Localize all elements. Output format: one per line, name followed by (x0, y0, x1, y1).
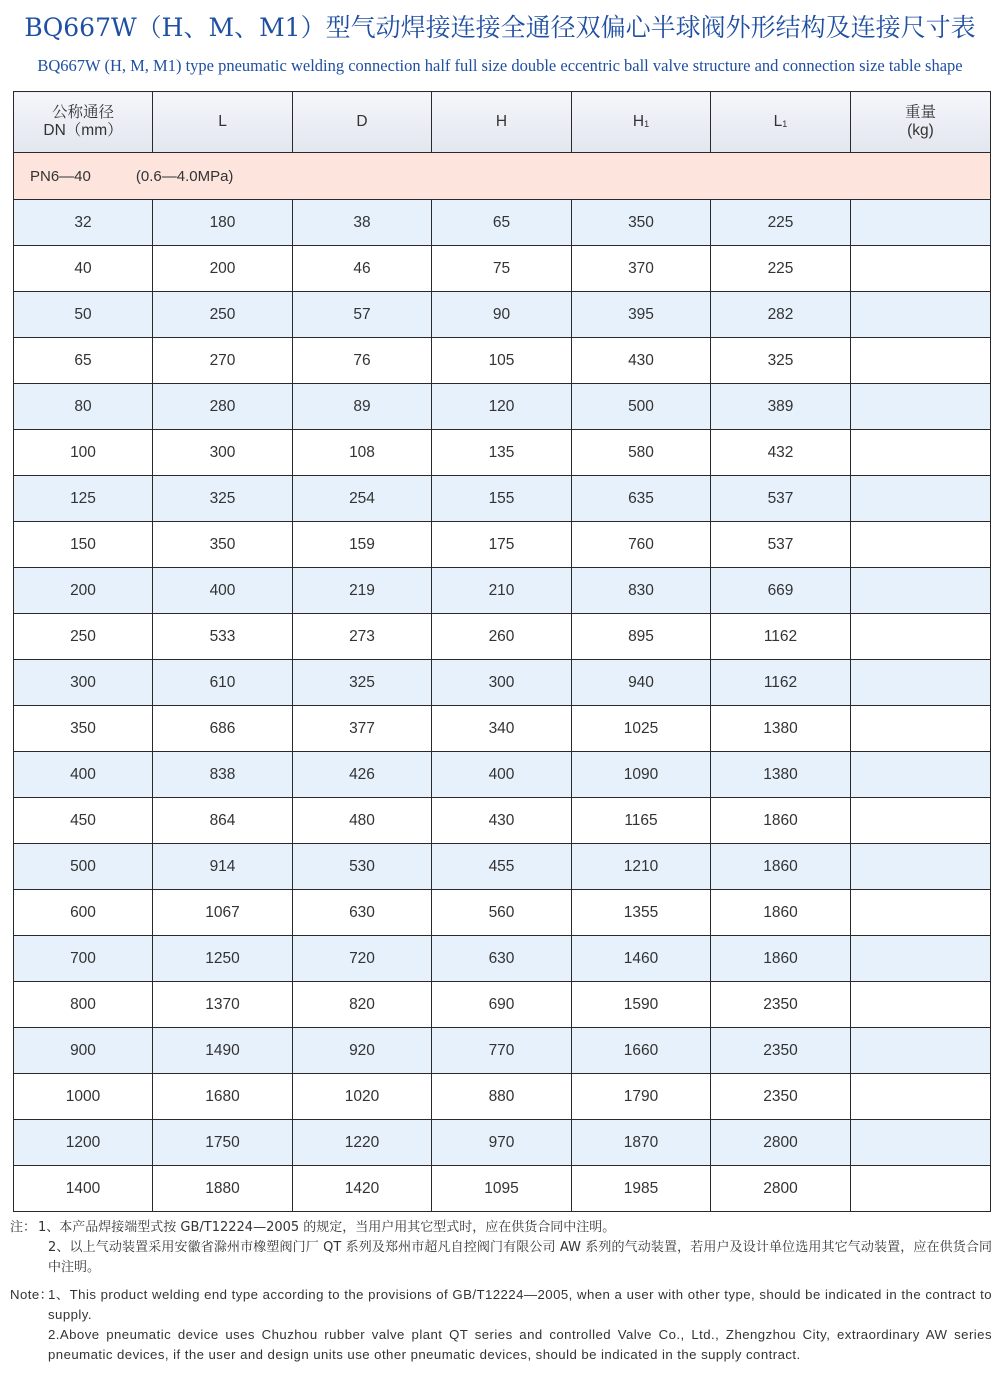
cell-weight (851, 614, 991, 660)
cell-l: 1250 (153, 936, 293, 982)
cell-l: 1067 (153, 890, 293, 936)
table-row (14, 200, 991, 246)
cell-h: 135 (432, 430, 572, 476)
cell-h1: 1590 (572, 982, 711, 1028)
cell-dn: 150 (14, 522, 153, 568)
cell-dn: 500 (14, 844, 153, 890)
cell-dn: 200 (14, 568, 153, 614)
header-l1-sub: 1 (782, 118, 788, 129)
cell-l: 270 (153, 338, 293, 384)
cell-l1: 2350 (711, 1028, 851, 1074)
header-dn-cn: 公称通径 (51, 104, 114, 121)
cell-h1: 350 (572, 200, 711, 246)
cell-weight (851, 660, 991, 706)
cell-l1: 2800 (711, 1120, 851, 1166)
cell-dn: 250 (14, 614, 153, 660)
cell-d: 1420 (293, 1166, 432, 1212)
cell-d: 254 (293, 476, 432, 522)
cell-h1: 500 (572, 384, 711, 430)
cell-h1: 635 (572, 476, 711, 522)
header-h: H (432, 92, 572, 153)
cell-d: 38 (293, 200, 432, 246)
cell-dn: 600 (14, 890, 153, 936)
cell-l1: 2800 (711, 1166, 851, 1212)
cell-h: 105 (432, 338, 572, 384)
cell-l1: 282 (711, 292, 851, 338)
cell-weight (851, 292, 991, 338)
table-row (14, 660, 991, 706)
cell-l1: 669 (711, 568, 851, 614)
cell-h: 210 (432, 568, 572, 614)
cell-l: 350 (153, 522, 293, 568)
table-row (14, 476, 991, 522)
cell-weight (851, 890, 991, 936)
header-weight (851, 92, 991, 153)
cell-dn: 32 (14, 200, 153, 246)
cell-l1: 537 (711, 476, 851, 522)
cell-dn: 800 (14, 982, 153, 1028)
cell-d: 108 (293, 430, 432, 476)
dimension-table (13, 91, 991, 1212)
cell-weight (851, 844, 991, 890)
cell-weight (851, 936, 991, 982)
cell-h1: 580 (572, 430, 711, 476)
cell-l: 300 (153, 430, 293, 476)
cell-dn: 125 (14, 476, 153, 522)
cell-dn: 1200 (14, 1120, 153, 1166)
cell-l: 838 (153, 752, 293, 798)
note-en-2: 2.Above pneumatic device uses Chuzhou rubber valve plant QT series and controlled Valve Co., Ltd., Zhengzhou City, extraordinary AW series pneumatic devices, if the user and design units use other pneumatic devices, should be indicated in the supply contract. (48, 1327, 992, 1362)
note-en-label: Note： (10, 1287, 54, 1302)
pressure-class: PN6—40 (30, 167, 91, 185)
table-row (14, 522, 991, 568)
cell-weight (851, 982, 991, 1028)
cell-l1: 1860 (711, 844, 851, 890)
notes-section (10, 1218, 992, 1365)
cell-d: 1020 (293, 1074, 432, 1120)
cell-d: 219 (293, 568, 432, 614)
cell-l: 180 (153, 200, 293, 246)
cell-dn: 65 (14, 338, 153, 384)
cell-weight (851, 1166, 991, 1212)
cell-d: 159 (293, 522, 432, 568)
cell-l1: 325 (711, 338, 851, 384)
table-row (14, 1166, 991, 1212)
cell-h1: 830 (572, 568, 711, 614)
cell-weight (851, 522, 991, 568)
cell-h: 300 (432, 660, 572, 706)
cell-l1: 1860 (711, 936, 851, 982)
page-subtitle-english: BQ667W (H, M, M1) type pneumatic welding connection half full size double eccentric ball valve structure and connection size table shape (37, 56, 963, 75)
note-cn-2: 2、以上气动装置采用安徽省滁州市橡塑阀门厂 QT 系列及郑州市超凡自控阀门有限公司 AW 系列的气动装置，若用户及设计单位选用其它气动装置，应在供货合同中注明。 (48, 1240, 992, 1275)
table-row (14, 798, 991, 844)
cell-h: 120 (432, 384, 572, 430)
cell-dn: 80 (14, 384, 153, 430)
cell-dn: 900 (14, 1028, 153, 1074)
note-en (10, 1285, 992, 1365)
cell-l: 400 (153, 568, 293, 614)
cell-l: 280 (153, 384, 293, 430)
cell-weight (851, 246, 991, 292)
cell-l: 1750 (153, 1120, 293, 1166)
cell-l1: 2350 (711, 982, 851, 1028)
cell-dn: 400 (14, 752, 153, 798)
cell-dn: 50 (14, 292, 153, 338)
header-h1-base: H (632, 112, 645, 130)
cell-h1: 1790 (572, 1074, 711, 1120)
cell-h: 430 (432, 798, 572, 844)
cell-h1: 940 (572, 660, 711, 706)
cell-d: 377 (293, 706, 432, 752)
cell-h: 455 (432, 844, 572, 890)
cell-h: 400 (432, 752, 572, 798)
cell-h1: 1355 (572, 890, 711, 936)
cell-h: 630 (432, 936, 572, 982)
cell-d: 720 (293, 936, 432, 982)
cell-h: 880 (432, 1074, 572, 1120)
cell-l: 1880 (153, 1166, 293, 1212)
cell-l: 864 (153, 798, 293, 844)
header-h1 (572, 92, 711, 153)
cell-h: 260 (432, 614, 572, 660)
note-en-1: 1、This product welding end type according to the provisions of GB/T12224—2005, when a user with other type, should be indicated in the contract to supply. (48, 1287, 992, 1322)
table-row (14, 1028, 991, 1074)
cell-h1: 1985 (572, 1166, 711, 1212)
cell-h1: 370 (572, 246, 711, 292)
cell-d: 273 (293, 614, 432, 660)
cell-h: 90 (432, 292, 572, 338)
table-row (14, 568, 991, 614)
cell-l: 1370 (153, 982, 293, 1028)
cell-h: 970 (432, 1120, 572, 1166)
cell-l1: 1162 (711, 614, 851, 660)
header-dn-unit: DN（mm） (43, 122, 123, 139)
cell-l1: 537 (711, 522, 851, 568)
cell-weight (851, 430, 991, 476)
cell-d: 57 (293, 292, 432, 338)
cell-d: 1220 (293, 1120, 432, 1166)
header-l: L (153, 92, 293, 153)
table-row (14, 844, 991, 890)
cell-l: 250 (153, 292, 293, 338)
cell-l1: 432 (711, 430, 851, 476)
cell-h1: 760 (572, 522, 711, 568)
cell-dn: 1400 (14, 1166, 153, 1212)
cell-h1: 395 (572, 292, 711, 338)
cell-l1: 225 (711, 200, 851, 246)
table-row (14, 706, 991, 752)
table-row (14, 338, 991, 384)
cell-h: 340 (432, 706, 572, 752)
pressure-range: (0.6—4.0MPa) (135, 167, 234, 185)
table-row (14, 982, 991, 1028)
cell-weight (851, 798, 991, 844)
note-cn-1-text: 1、本产品焊接端型式按 GB/T12224—2005 的规定，当用户用其它型式时，应在供货合同中注明。 (38, 1220, 616, 1235)
header-weight-cn: 重量 (904, 104, 936, 121)
cell-dn: 450 (14, 798, 153, 844)
table-row (14, 430, 991, 476)
header-d: D (293, 92, 432, 153)
cell-d: 89 (293, 384, 432, 430)
cell-d: 530 (293, 844, 432, 890)
cell-l: 610 (153, 660, 293, 706)
cell-l: 1490 (153, 1028, 293, 1074)
cell-weight (851, 752, 991, 798)
cell-weight (851, 384, 991, 430)
table-row (14, 384, 991, 430)
cell-weight (851, 568, 991, 614)
cell-l1: 1162 (711, 660, 851, 706)
table-row (14, 246, 991, 292)
cell-h: 175 (432, 522, 572, 568)
pressure-class-row (14, 153, 991, 200)
header-dn (14, 92, 153, 153)
pressure-class-cell (14, 153, 991, 200)
cell-l: 686 (153, 706, 293, 752)
cell-h: 75 (432, 246, 572, 292)
cell-h: 1095 (432, 1166, 572, 1212)
page-title: BQ667W（H、M、M1）型气动焊接连接全通径双偏心半球阀外形结构及连接尺寸表 (24, 13, 976, 42)
cell-weight (851, 1120, 991, 1166)
header-l1 (711, 92, 851, 153)
table-row (14, 1120, 991, 1166)
cell-l: 1680 (153, 1074, 293, 1120)
note-cn-1 (10, 1218, 992, 1238)
cell-dn: 40 (14, 246, 153, 292)
cell-l: 325 (153, 476, 293, 522)
cell-l1: 1380 (711, 706, 851, 752)
cell-l1: 1380 (711, 752, 851, 798)
cell-weight (851, 1074, 991, 1120)
cell-dn: 1000 (14, 1074, 153, 1120)
cell-l: 200 (153, 246, 293, 292)
cell-l1: 1860 (711, 890, 851, 936)
table-row (14, 292, 991, 338)
cell-l: 533 (153, 614, 293, 660)
cell-h1: 1165 (572, 798, 711, 844)
cell-dn: 350 (14, 706, 153, 752)
cell-h: 770 (432, 1028, 572, 1074)
cell-l1: 1860 (711, 798, 851, 844)
header-weight-unit: (kg) (907, 122, 934, 139)
cell-weight (851, 706, 991, 752)
table-row (14, 890, 991, 936)
cell-d: 630 (293, 890, 432, 936)
cell-d: 76 (293, 338, 432, 384)
cell-d: 325 (293, 660, 432, 706)
cell-d: 46 (293, 246, 432, 292)
table-row (14, 752, 991, 798)
cell-h: 155 (432, 476, 572, 522)
cell-d: 480 (293, 798, 432, 844)
cell-h1: 1660 (572, 1028, 711, 1074)
table-header-row (14, 92, 991, 153)
cell-h: 65 (432, 200, 572, 246)
header-l1-base: L (773, 112, 783, 130)
cell-h: 560 (432, 890, 572, 936)
cell-d: 426 (293, 752, 432, 798)
cell-weight (851, 1028, 991, 1074)
cell-h1: 1870 (572, 1120, 711, 1166)
cell-dn: 700 (14, 936, 153, 982)
cell-h: 690 (432, 982, 572, 1028)
cell-d: 820 (293, 982, 432, 1028)
cell-l: 914 (153, 844, 293, 890)
cell-h1: 430 (572, 338, 711, 384)
cell-dn: 300 (14, 660, 153, 706)
cell-weight (851, 200, 991, 246)
table-row (14, 936, 991, 982)
cell-h1: 1025 (572, 706, 711, 752)
cell-h1: 895 (572, 614, 711, 660)
cell-h1: 1090 (572, 752, 711, 798)
cell-l1: 225 (711, 246, 851, 292)
cell-h1: 1210 (572, 844, 711, 890)
cell-weight (851, 476, 991, 522)
table-row (14, 1074, 991, 1120)
cell-dn: 100 (14, 430, 153, 476)
cell-l1: 2350 (711, 1074, 851, 1120)
table-row (14, 614, 991, 660)
cell-h1: 1460 (572, 936, 711, 982)
cell-d: 920 (293, 1028, 432, 1074)
cell-weight (851, 338, 991, 384)
cell-l1: 389 (711, 384, 851, 430)
header-h1-sub: 1 (644, 118, 650, 129)
note-cn-label: 注： (10, 1220, 37, 1235)
